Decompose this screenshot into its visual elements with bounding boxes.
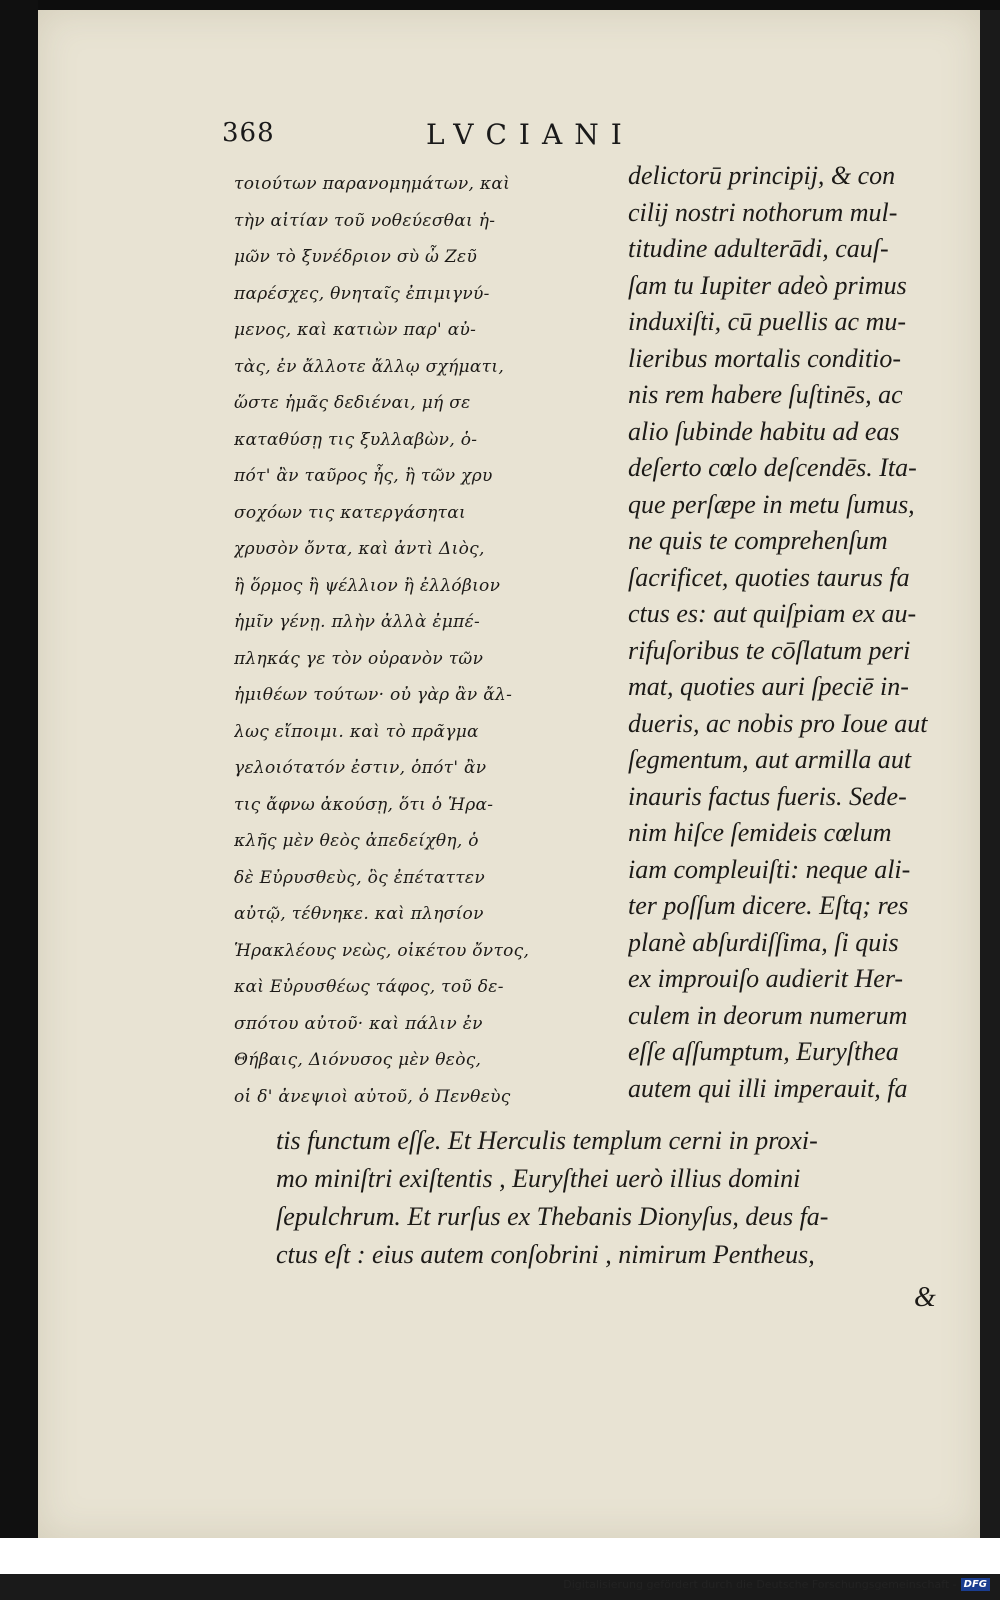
latin-text-line: delictorū principij, & con <box>628 161 896 190</box>
latin-text-line: titudine adulterādi, cauſ- <box>628 234 889 263</box>
full-width-text-line: tis functum eſſe. Et Herculis templum cerni in proxi- <box>276 1126 818 1155</box>
dfg-logo: DFG <box>961 1578 990 1591</box>
latin-text-line: eſſe aſſumptum, Euryſthea <box>628 1037 899 1066</box>
latin-text-line: ſam tu Iupiter adeò primus <box>628 270 907 300</box>
latin-text-line: ſacrificet, quoties taurus fa <box>628 562 910 592</box>
latin-text-line: que perſæpe in metu ſumus, <box>628 489 915 519</box>
scan-left-border <box>0 0 38 1540</box>
greek-text-column <box>234 166 590 1115</box>
greek-text-line: παρέσχες, θνηταῖς ἐπιμιγνύ- <box>234 283 490 304</box>
greek-text-line: σοχόων τις κατεργάσηται <box>234 502 467 523</box>
latin-text-line: inauris factus fueris. Sede- <box>628 781 907 811</box>
latin-text-line: ex improuiſo audierit Her- <box>628 964 904 993</box>
latin-text-line: culem in deorum numerum <box>628 1000 908 1030</box>
greek-text-line: χρυσὸν ὄντα, καὶ ἀντὶ Διὸς, <box>234 539 485 559</box>
latin-full-width-text <box>276 1122 956 1274</box>
digitization-credit <box>563 1578 990 1591</box>
greek-text-line: καταθύσῃ τις ξυλλαβὼν, ὁ- <box>234 429 478 450</box>
latin-text-line: ſegmentum, aut armilla aut <box>628 745 912 774</box>
latin-text-line: dueris, ac nobis pro Ioue aut <box>628 708 928 738</box>
latin-text-line: nis rem habere ſuſtinēs, ac <box>628 380 903 409</box>
greek-text-line: αὐτῷ, τέθνηκε. καὶ πλησίον <box>234 904 484 924</box>
latin-text-line: lieribus mortalis conditio- <box>628 343 901 373</box>
latin-text-line: rifuſoribus te cōſlatum peri <box>628 635 911 665</box>
latin-text-line: planè abſurdiſſima, ſi quis <box>628 927 899 957</box>
greek-text-line: σπότου αὐτοῦ· καὶ πάλιν ἐν <box>234 1013 483 1034</box>
greek-text-line: Ἡρακλέους νεὼς, οἰκέτου ὄντος, <box>234 940 530 961</box>
latin-text-line: alio ſubinde habitu ad eas <box>628 416 900 446</box>
latin-text-line: mat, quoties auri ſpeciē in- <box>628 672 909 701</box>
greek-text-line: οἱ δ' ἀνεψιοὶ αὐτοῦ, ὁ Πενθεὺς <box>234 1086 511 1107</box>
credit-text: Digitalisierung gefördert durch die Deutsche Forschungsgemeinschaft - <box>563 1578 957 1591</box>
greek-text-line: τὴν αἰτίαν τοῦ νοθεύεσθαι ἡ- <box>234 210 496 231</box>
greek-text-line: λως εἴποιμι. καὶ τὸ πρᾶγμα <box>234 721 479 742</box>
full-width-text-line: ſepulchrum. Et rurſus ex Thebanis Dionyſus, deus fa- <box>276 1202 829 1231</box>
greek-text-line: ὥστε ἡμᾶς δεδιέναι, μή σε <box>234 393 471 413</box>
greek-text-line: δὲ Εὐρυσθεὺς, ὃς ἐπέταττεν <box>234 867 485 888</box>
greek-text-line: πότ' ἂν ταῦρος ἦς, ἢ τῶν χρυ <box>234 466 493 486</box>
greek-text-line: μενος, καὶ κατιὼν παρ' αὐ- <box>234 320 477 340</box>
scan-top-border <box>0 0 1000 10</box>
full-width-text-line: ctus eſt : eius autem conſobrini , nimirum Pentheus, <box>276 1240 815 1269</box>
full-width-text-line: mo miniſtri exiſtentis , Euryſthei uerò illius domini <box>276 1164 801 1193</box>
latin-text-column <box>628 158 958 1107</box>
greek-text-line: κλῆς μὲν θεὸς ἀπεδείχθη, ὁ <box>234 831 479 851</box>
latin-text-line: ne quis te comprehenſum <box>628 526 888 555</box>
catchword: & <box>914 1282 936 1313</box>
latin-text-line: deſerto cœlo deſcendēs. Ita- <box>628 453 917 482</box>
latin-text-line: nim hiſce ſemideis cœlum <box>628 818 892 847</box>
greek-text-line: γελοιότατόν ἐστιν, ὁπότ' ἂν <box>234 758 487 778</box>
scan-bottom-border <box>0 1538 1000 1574</box>
page-number: 368 <box>222 118 275 148</box>
greek-text-line: καὶ Εὐρυσθέως τάφος, τοῦ δε- <box>234 977 504 997</box>
greek-text-line: ἡμιθέων τούτων· οὐ γὰρ ἂν ἄλ- <box>234 685 513 705</box>
latin-text-line: ter poſſum dicere. Eſtq; res <box>628 891 909 920</box>
greek-text-line: μῶν τὸ ξυνέδριον σὺ ὦ Ζεῦ <box>234 247 478 267</box>
latin-text-line: iam compleuiſti: neque ali- <box>628 854 911 884</box>
latin-text-line: autem qui illi imperauit, fa <box>628 1073 908 1103</box>
greek-text-line: τὰς, ἐν ἄλλοτε ἄλλῳ σχήματι, <box>234 356 505 377</box>
running-head: LVCIANI <box>426 118 634 151</box>
greek-text-line: τις ἄφνω ἀκούσῃ, ὅτι ὁ Ἡρα- <box>234 794 494 815</box>
latin-text-line: induxiſti, cū puellis ac mu- <box>628 307 907 336</box>
greek-text-line: τοιούτων παρανομημάτων, καὶ <box>234 174 511 194</box>
greek-text-line: ἡμῖν γένῃ. πλὴν ἀλλὰ ἐμπέ- <box>234 612 481 632</box>
latin-text-line: ctus es: aut quiſpiam ex au- <box>628 599 917 628</box>
greek-text-line: Θήβαις, Διόνυσος μὲν θεὸς, <box>234 1050 482 1070</box>
latin-text-line: cilij nostri nothorum mul- <box>628 197 898 227</box>
greek-text-line: πληκάς γε τὸν οὐρανὸν τῶν <box>234 648 484 669</box>
greek-text-line: ἢ ὅρμος ἢ ψέλλιον ἢ ἐλλόβιον <box>234 575 501 596</box>
